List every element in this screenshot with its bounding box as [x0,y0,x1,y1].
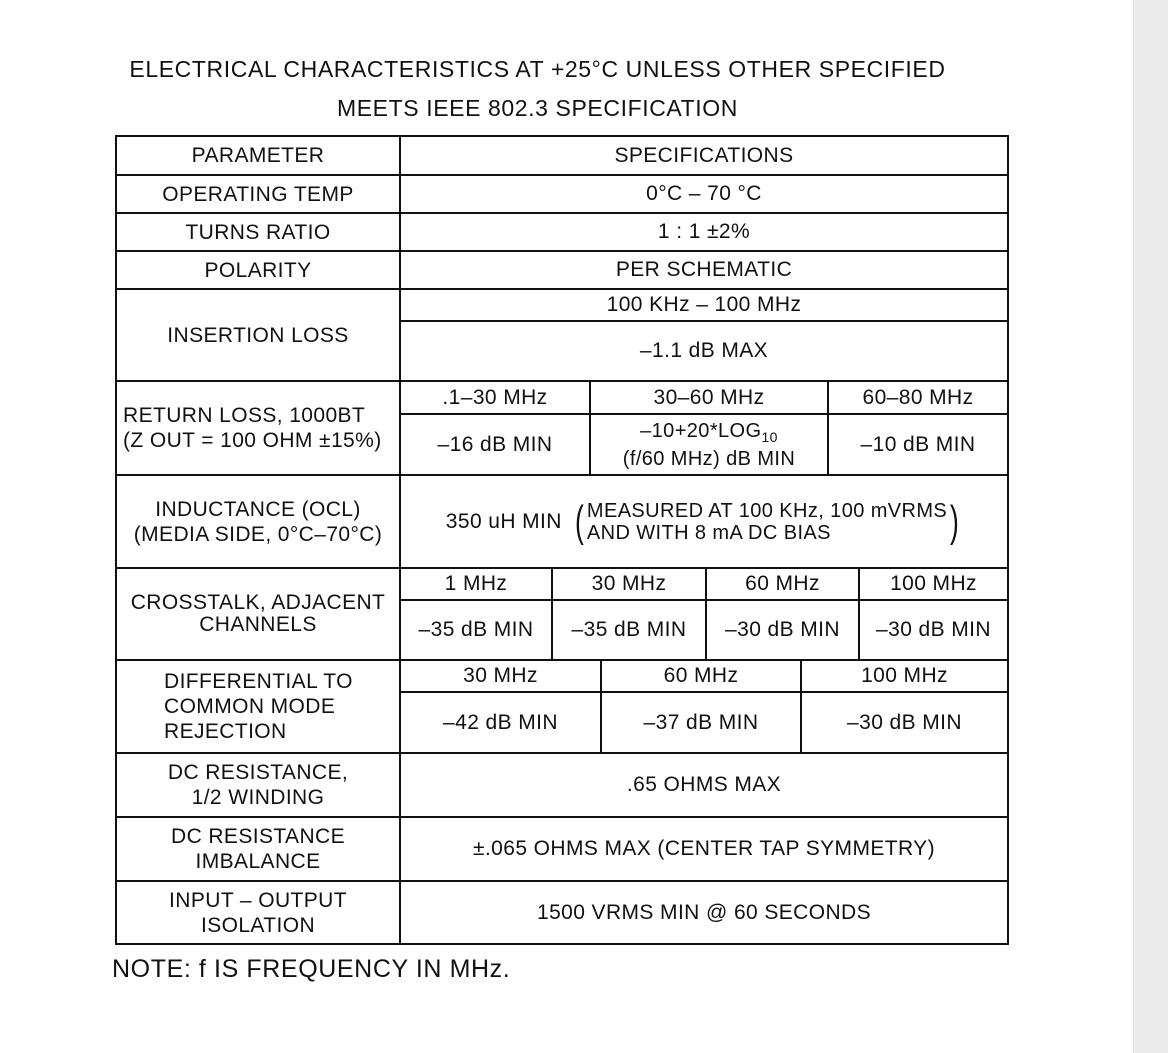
operating-temp-label: OPERATING TEMP [117,176,401,212]
isolation-label [117,882,401,943]
inductance-paren-open: ( [574,496,584,546]
return-loss-label [117,382,401,474]
inductance-label [117,476,401,567]
dc-imbalance-label-line2: IMBALANCE [195,850,321,873]
turns-ratio-label: TURNS RATIO [117,214,401,250]
specifications-header: SPECIFICATIONS [614,143,794,167]
dc-resistance-label [117,754,401,816]
cmr-freq-row [401,661,1007,693]
isolation-value: 1500 VRMS MIN @ 60 SECONDS [537,900,871,924]
inductance-value: 350 uH MIN [445,509,562,533]
crosstalk-freq-3: 60 MHz [707,569,860,599]
table-row [117,818,1007,882]
insertion-loss-value-row [401,322,1007,380]
cmr-freq-1: 30 MHz [401,661,602,691]
insertion-loss-value: –1.1 dB MAX [639,339,769,362]
document-title: ELECTRICAL CHARACTERISTICS AT +25°C UNLESS OTHER SPECIFIED [129,56,946,82]
dc-imbalance-value: ±.065 OHMS MAX (CENTER TAP SYMMETRY) [473,837,935,860]
crosstalk-subgrid [401,569,1007,659]
return-loss-freq-row [401,382,1007,415]
table-row [117,476,1007,569]
table-row [117,754,1007,818]
insertion-loss-range: 100 KHz – 100 MHz [606,293,802,316]
dc-resistance-label-line1: DC RESISTANCE, [167,761,349,784]
table-row [117,569,1007,661]
return-loss-freq-1: .1–30 MHz [401,382,591,413]
dc-resistance-label-line2: 1/2 WINDING [191,786,325,809]
return-loss-value-1: –16 dB MIN [401,415,591,474]
polarity-value: PER SCHEMATIC [615,258,793,281]
cmr-value-row [401,693,1007,752]
insertion-loss-label: INSERTION LOSS [117,290,401,380]
return-loss-formula-line2: (f/60 MHz) dB MIN [622,447,796,470]
isolation-label-line1: INPUT – OUTPUT [169,888,347,912]
return-loss-formula-line1: –10+20*LOG [640,419,762,442]
return-loss-label-line1: RETURN LOSS, 1000BT [123,404,366,427]
table-header-row [117,137,1007,176]
table-row [117,661,1007,754]
inductance-label-line1: INDUCTANCE (OCL) [155,497,361,521]
cmr-label-line3: REJECTION [164,720,287,743]
crosstalk-freq-2: 30 MHz [553,569,707,599]
table-row [117,252,1007,290]
dc-imbalance-label [117,818,401,880]
cmr-value-2: –37 dB MIN [602,693,802,752]
crosstalk-freq-1: 1 MHz [401,569,553,599]
dc-resistance-value: .65 OHMS MAX [626,773,782,796]
inductance-label-line2: (MEDIA SIDE, 0°C–70°C) [133,522,383,546]
inductance-condition-line2: AND WITH 8 mA DC BIAS [586,521,831,544]
return-loss-freq-2: 30–60 MHz [591,382,829,413]
crosstalk-value-4: –30 dB MIN [876,618,991,641]
return-loss-label-line2: (Z OUT = 100 OHM ±15%) [123,429,382,452]
table-row [117,176,1007,214]
operating-temp-value: 0°C – 70 °C [646,182,762,205]
isolation-label-line2: ISOLATION [200,913,316,937]
return-loss-freq-3: 60–80 MHz [862,385,974,409]
inductance-spec [401,476,1007,567]
cmr-subgrid [401,661,1007,752]
crosstalk-value-2: –35 dB MIN [553,601,707,659]
cmr-freq-2: 60 MHz [602,661,802,691]
crosstalk-label [117,569,401,659]
return-loss-formula-subscript: 10 [761,428,778,445]
inductance-conditions [587,500,947,544]
dc-imbalance-label-line1: DC RESISTANCE [171,825,345,848]
insertion-loss-subgrid [401,290,1007,380]
return-loss-value-3: –10 dB MIN [860,432,976,456]
crosstalk-label-line1: CROSSTALK, ADJACENT [130,591,386,614]
crosstalk-value-row [401,601,1007,659]
crosstalk-freq-4: 100 MHz [890,572,977,595]
return-loss-value-row [401,415,1007,474]
cmr-label [117,661,401,752]
insertion-loss-range-row [401,290,1007,322]
vertical-scrollbar[interactable] [1133,0,1168,1053]
inductance-condition-line1: MEASURED AT 100 KHz, 100 mVRMS [586,499,948,522]
crosstalk-label-line2: CHANNELS [199,613,317,636]
spec-table [115,135,1009,945]
parameter-header: PARAMETER [117,137,401,174]
footnote: NOTE: f IS FREQUENCY IN MHz. [112,955,511,983]
cmr-label-line2: COMMON MODE [164,695,336,718]
turns-ratio-value: 1 : 1 ±2% [657,220,751,243]
document-subtitle: MEETS IEEE 802.3 SPECIFICATION [336,95,738,121]
cmr-value-1: –42 dB MIN [401,693,602,752]
cmr-value-3: –30 dB MIN [847,710,962,734]
table-row [117,382,1007,476]
inductance-paren-close: ) [950,496,960,546]
crosstalk-value-3: –30 dB MIN [707,601,860,659]
polarity-label: POLARITY [117,252,401,288]
return-loss-subgrid [401,382,1007,474]
crosstalk-freq-row [401,569,1007,601]
cmr-label-line1: DIFFERENTIAL TO [164,670,353,693]
crosstalk-value-1: –35 dB MIN [401,601,553,659]
table-row [117,882,1007,943]
table-row [117,214,1007,252]
return-loss-value-2 [591,415,829,474]
cmr-freq-3: 100 MHz [861,664,948,687]
table-row [117,290,1007,382]
